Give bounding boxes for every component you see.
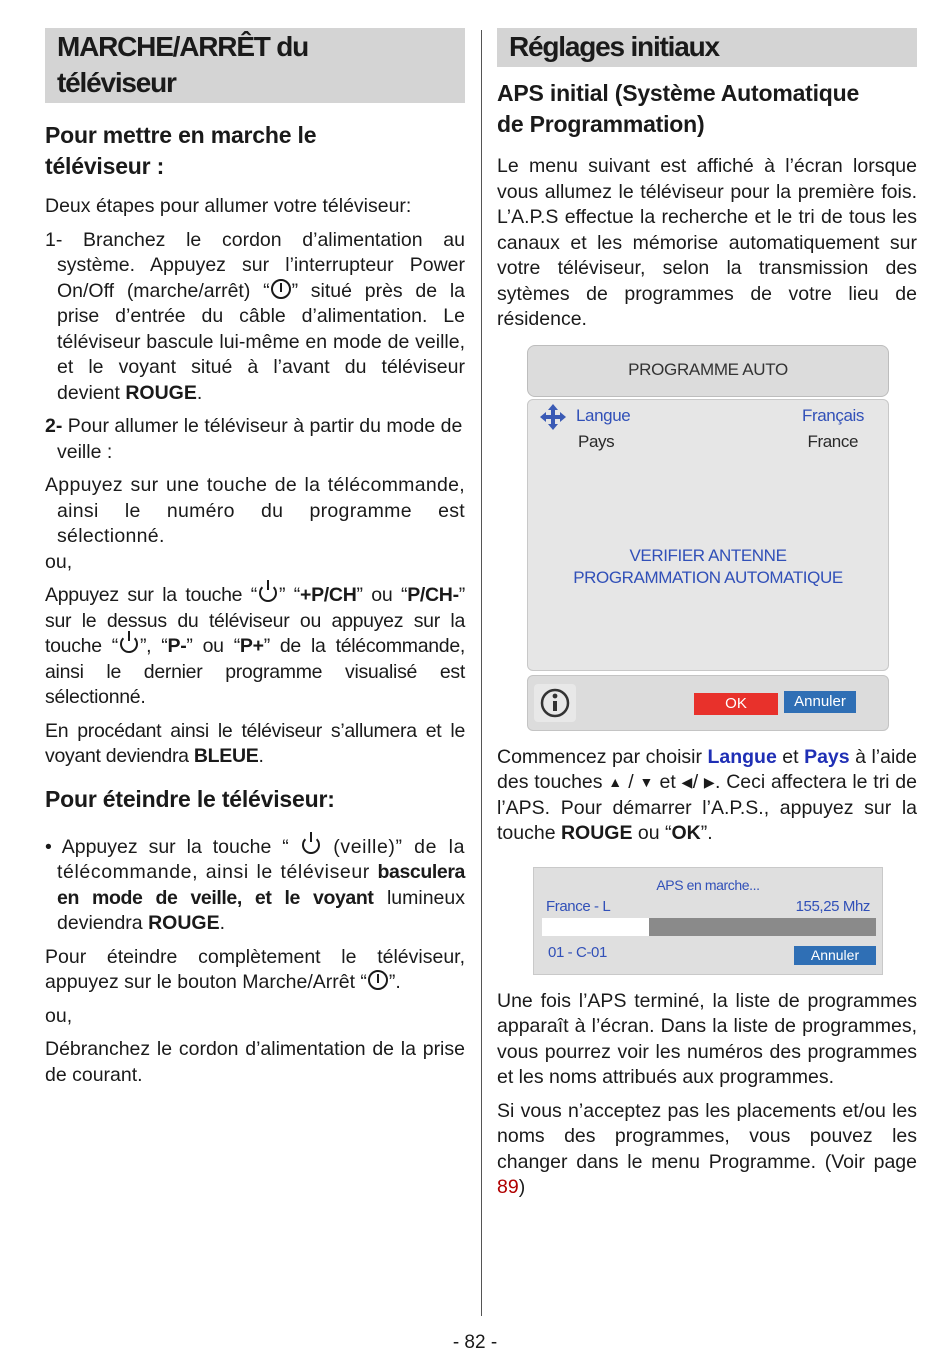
page-number: - 82 - <box>452 1332 498 1353</box>
choose-text-a: Commencez par choisir <box>497 745 708 768</box>
title-line-1: MARCHE/ARRÊT du <box>57 31 309 62</box>
top-text-f: ” ou “ <box>186 635 240 657</box>
cancel-button[interactable]: Annuler <box>784 691 856 713</box>
refuse-text-body: Si vous n’acceptez pas les placements et/ou les noms des programmes, vous pouvez les changer dans le menu Programme. (Voir page <box>497 1099 917 1173</box>
key-plus-pch: +P/CH <box>300 584 357 606</box>
step-1 <box>45 228 465 407</box>
right-column <box>497 28 917 1201</box>
title-line-2: téléviseur <box>57 67 176 98</box>
aps-progress-bar <box>542 918 876 936</box>
menu-pays-value[interactable]: France <box>807 431 858 451</box>
menu-title: PROGRAMME AUTO <box>628 359 788 379</box>
subheading-turn-on <box>45 120 465 182</box>
off-text-b: (veille)” de la télécommande, ainsi le téléviseur <box>57 835 466 883</box>
top-text-e: ”, “ <box>139 635 168 657</box>
choose-ok: OK <box>671 822 701 844</box>
menu-langue-label[interactable]: Langue <box>576 405 631 425</box>
program-list-text: Une fois l’APS terminé, la liste de programmes apparaît à l’écran. Dans la liste de programmes, vous pourrez voir les numéros des programmes et les noms attribués aux programmes. <box>497 989 917 1088</box>
arrow-down-icon: ▼ <box>639 774 654 790</box>
top-buttons-instruction <box>45 583 465 711</box>
left-column <box>45 28 465 1088</box>
choose-text-c: . Ceci affectera le tri de l’APS. Pour démarrer l’A.P.S., appuyez sur la touche <box>497 771 917 844</box>
aps-subheading-line-1: APS initial (Système Automatique <box>497 80 860 106</box>
step2-number: 2- <box>45 415 63 437</box>
step1-rouge: ROUGE <box>125 381 197 404</box>
aps-progress-fill <box>542 918 649 936</box>
menu-pays-label[interactable]: Pays <box>578 431 615 451</box>
off-text-a: • Appuyez sur la touche “ <box>45 835 300 858</box>
choose-rouge: ROUGE <box>560 822 633 844</box>
power-icon <box>271 279 291 299</box>
menu-footer <box>527 675 889 731</box>
or-text-1: ou, <box>45 550 73 573</box>
choose-et-2: et <box>653 771 682 793</box>
standby-icon <box>302 836 320 854</box>
subheading-line-2: téléviseur : <box>45 153 165 179</box>
info-icon[interactable] <box>534 684 576 722</box>
page-link[interactable]: 89 <box>497 1176 519 1198</box>
menu-body <box>527 399 889 671</box>
menu-message-auto-programming: PROGRAMMATION AUTOMATIQUE <box>573 567 843 587</box>
step-2 <box>45 414 465 465</box>
step1-text-b: ” situé près de la prise d’entrée du câble d’alimentation. Le téléviseur bascule lui-même en mode de veille, et le voyant situé à l’avant du téléviseur devient <box>57 279 466 404</box>
choose-text-b: à l’aide des touches <box>497 745 917 793</box>
subheading-turn-off: Pour éteindre le téléviseur: <box>45 785 335 812</box>
section-title-reglages: Réglages initiaux <box>497 28 917 67</box>
step1-text-a: 1- Branchez le cordon d’alimentation au système. Appuyez sur l’interrupteur Power On/Off (marche/arrêt) “ <box>45 228 465 302</box>
step2-text: Pour allumer le téléviseur à partir du mode de veille : <box>57 415 463 463</box>
keyword-pays: Pays <box>804 745 850 768</box>
proc-end: . <box>258 745 264 767</box>
procedure-text <box>45 719 465 770</box>
key-p-plus: P+ <box>239 635 264 657</box>
proc-text: En procédant ainsi le téléviseur s’allumera et le voyant deviendra <box>45 719 465 767</box>
intro-text: Deux étapes pour allumer votre téléviseur: <box>45 195 412 217</box>
slash-1: / <box>622 771 640 793</box>
aps-country: France - L <box>546 897 611 915</box>
step1-end: . <box>196 381 203 404</box>
power-icon <box>368 970 388 990</box>
choose-end: ”. <box>700 822 713 844</box>
slash-2: / <box>692 771 704 793</box>
menu-message-antenna: VERIFIER ANTENNE <box>629 545 787 565</box>
full-off-text <box>45 945 465 996</box>
column-divider <box>481 30 482 1316</box>
programme-auto-menu <box>527 345 889 731</box>
full-off-b: ”. <box>388 971 401 993</box>
off-end: . <box>219 912 226 934</box>
choose-et: et <box>776 745 805 768</box>
menu-header <box>527 345 889 397</box>
aps-cancel-button[interactable]: Annuler <box>794 946 876 965</box>
top-text-c: ” ou “ <box>356 584 408 606</box>
choose-ou: ou “ <box>632 822 672 844</box>
aps-frequency: 155,25 Mhz <box>795 897 870 915</box>
top-text-a: Appuyez sur la touche “ <box>45 584 257 606</box>
standby-icon <box>120 635 138 653</box>
unplug-text: Débranchez le cordon d’alimentation de la prise de courant. <box>45 1038 465 1086</box>
keyword-langue: Langue <box>707 745 777 768</box>
menu-langue-value[interactable]: Français <box>802 405 864 425</box>
remote-instruction: Appuyez sur une touche de la télécommande, ainsi le numéro du programme est sélectionné. <box>45 474 465 547</box>
top-text-d: ” sur le dessus du téléviseur ou appuyez sur la touche “ <box>45 584 465 657</box>
aps-status-title: APS en marche... <box>656 876 760 893</box>
proc-bleue: BLEUE <box>193 745 259 767</box>
or-text-2: ou, <box>45 1004 73 1027</box>
aps-progress-panel <box>533 867 883 975</box>
section-title-marche-arret <box>45 28 465 103</box>
off-text-c: lumineux deviendra <box>57 886 465 934</box>
aps-intro: Le menu suivant est affiché à l’écran lorsque vous allumez le téléviseur pour la première fois. L’A.P.S effectue la recherche et le tri de tous les canaux et les mémorise automatiquement sur votre téléviseur, selon la transmission des sytèmes de programmes de votre lieu de résidence. <box>497 155 917 330</box>
off-bold: basculera en mode de veille, et le voyant <box>57 861 465 909</box>
ok-button[interactable]: OK <box>694 693 778 715</box>
standby-icon <box>259 584 277 602</box>
aps-subheading-line-2: de Programmation) <box>497 111 705 137</box>
full-off-a: Pour éteindre complètement le téléviseur, appuyez sur le bouton Marche/Arrêt “ <box>45 945 465 993</box>
choose-instruction <box>497 745 917 847</box>
navigation-cross-icon <box>540 404 566 430</box>
key-pch-minus: P/CH- <box>407 584 459 606</box>
refuse-text <box>497 1099 917 1201</box>
arrow-left-icon: ◀ <box>681 774 693 790</box>
subheading-aps <box>497 78 917 140</box>
subheading-line-1: Pour mettre en marche le <box>45 122 317 148</box>
turn-off-instruction <box>45 835 465 937</box>
arrow-up-icon: ▲ <box>608 774 623 790</box>
refuse-end: ) <box>518 1176 526 1198</box>
aps-channel: 01 - C-01 <box>548 943 607 961</box>
off-rouge: ROUGE <box>148 912 220 934</box>
arrow-right-icon: ▶ <box>703 774 716 790</box>
top-text-g: ” de la télécommande, ainsi le dernier programme visualisé est sélectionné. <box>45 635 466 708</box>
top-text-b: ” “ <box>278 584 300 606</box>
key-p-minus: P- <box>167 635 187 657</box>
